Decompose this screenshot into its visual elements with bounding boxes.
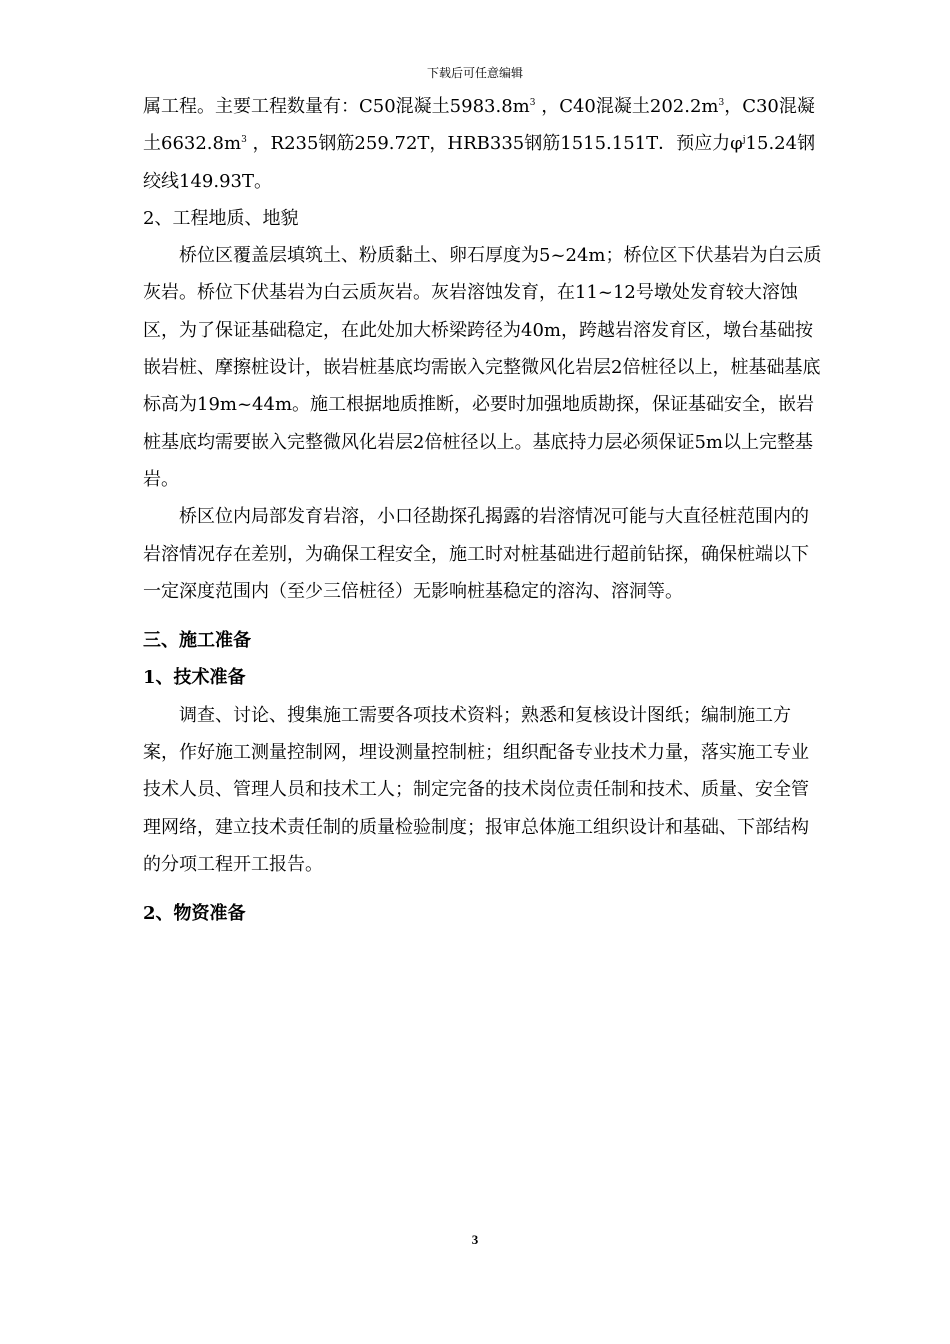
- text-segment: 15.24钢绞线149.93T。: [143, 133, 816, 192]
- superscript: j: [742, 135, 746, 146]
- document-body: [143, 88, 823, 933]
- heading-tech-prep: 1、技术准备: [143, 667, 246, 689]
- superscript: 3: [529, 98, 536, 108]
- heading-material-prep: 2、物资准备: [143, 903, 246, 925]
- text-segment: ，C40混凝土202.2m: [535, 96, 719, 117]
- heading-section-3: 三、施工准备: [143, 630, 251, 652]
- paragraph-quantities: [143, 88, 823, 200]
- superscript: 3: [718, 98, 725, 108]
- page-number: 3: [471, 1232, 479, 1247]
- heading-geology: 2、工程地质、地貌: [143, 207, 299, 229]
- paragraph-geology-2: 桥区位内局部发育岩溶，小口径勘探孔揭露的岩溶情况可能与大直径桩范围内的岩溶情况存在差别，为确保工程安全，施工时对桩基础进行超前钻探，确保桩端以下一定深度范围内（至少三倍桩径）无影响桩基稳定的溶沟、溶洞等。: [143, 506, 809, 602]
- paragraph-tech-prep: 调查、讨论、搜集施工需要各项技术资料；熟悉和复核设计图纸；编制施工方案，作好施工测量控制网，埋设测量控制桩；组织配备专业技术力量，落实施工专业技术人员、管理人员和技术工人；制定完备的技术岗位责任制和技术、质量、安全管理网络，建立技术责任制的质量检验制度；报审总体施工组织设计和基础、下部结构的分项工程开工报告。: [143, 704, 809, 875]
- text-segment: ，R235钢筋259.72T，HRB335钢筋1515.151T．预应力φ: [246, 133, 743, 155]
- superscript: 3: [241, 135, 247, 146]
- text-segment: ，C30混凝土6632.8m: [143, 96, 815, 155]
- text-segment: 属工程。主要工程数量有：C50混凝土5983.8m: [143, 96, 530, 117]
- page-header: 下载后可任意编辑: [426, 66, 523, 80]
- paragraph-geology-1: 桥位区覆盖层填筑土、粉质黏土、卵石厚度为5~24m；桥位区下伏基岩为白云质灰岩。桥位下伏基岩为白云质灰岩。灰岩溶蚀发育，在11~12号墩处发育较大溶蚀区，为了保证基础稳定，在此处加大桥梁跨径为40m，跨越岩溶发育区，墩台基础按嵌岩桩、摩擦桩设计，嵌岩桩基底均需嵌入完整微风化岩层2倍桩径以上，桩基础基底标高为19m~44m。施工根据地质推断，必要时加强地质勘探，保证基础安全，嵌岩桩基底均需要嵌入完整微风化岩层2倍桩径以上。基底持力层必须保证5m以上完整基岩。: [143, 245, 822, 490]
